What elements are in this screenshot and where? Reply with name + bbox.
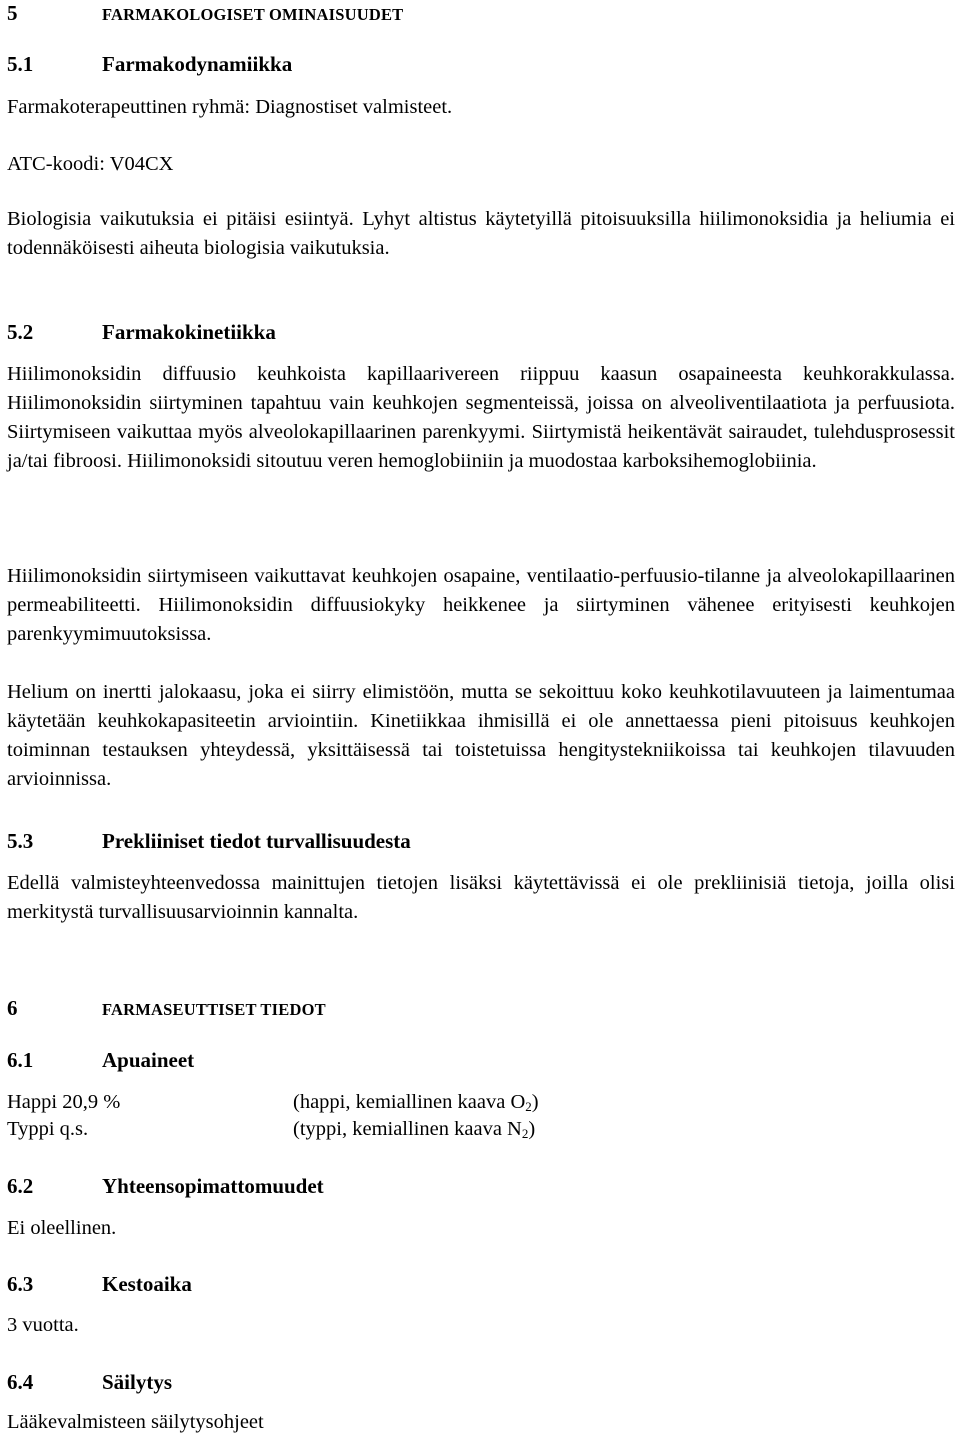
section-5-2-paragraph-3: Helium on inertti jalokaasu, joka ei siirry elimistöön, mutta se sekoittuu koko keuhkotilavuuteen ja laimentumaa käytetään keuhkokapasiteetin arviointiin. Kinetiikkaa ihmisillä ei ole annettaessa pieni pitoisuus keuhkojen toiminnan testauksen yhteydessä, yksittäisessä tai toistetuissa hengitystekniikoissa tai keuhkojen tilavuuden arvioinnissa.	[7, 681, 955, 790]
section-6-2-number: 6.2	[7, 1174, 34, 1198]
section-6-1-title: Apuaineet	[102, 1048, 195, 1072]
closing-paren: )	[531, 1091, 539, 1113]
section-5-1-title: Farmakodynamiikka	[102, 52, 293, 76]
section-5-3-paragraph: Edellä valmisteyhteenvedossa mainittujen tietojen lisäksi käytettävissä ei ole prekliinisiä tietoja, joilla olisi merkitystä turvallisuusarvioinnin kannalta.	[7, 872, 955, 923]
section-6-3-number: 6.3	[7, 1272, 34, 1296]
section-5-2-paragraph-1: Hiilimonoksidin diffuusio keuhkoista kapillaarivereen riippuu kaasun osapaineesta keuhkorakkulassa. Hiilimonoksidin siirtyminen tapahtuu vain keuhkojen segmenteissä, joissa on alveoliventilaatiota ja perfuusiota. Siirtymiseen vaikuttaa myös alveolokapillaarinen parenkyymi. Siirtymistä heikentävät sairaudet, tulehdusprosessit ja/tai fibroosi. Hiilimonoksidi sitoutuu veren hemoglobiiniin ja muodostaa karboksihemoglobiinia.	[7, 363, 955, 472]
closing-paren: )	[528, 1118, 536, 1140]
section-6-4-text: Lääkevalmisteen säilytysohjeet	[7, 1411, 264, 1433]
section-5-3-number: 5.3	[7, 829, 34, 853]
section-5-2-number: 5.2	[7, 320, 34, 344]
section-5-title: FARMAKOLOGISET OMINAISUUDET	[102, 5, 404, 24]
section-6-2-text: Ei oleellinen.	[7, 1217, 117, 1239]
section-6-2-title: Yhteensopimattomuudet	[102, 1174, 324, 1198]
section-5-1-paragraph: Biologisia vaikutuksia ei pitäisi esiintyä. Lyhyt altistus käytetyillä pitoisuuksilla hiilimonoksidia ja heliumia ei todennäköisesti aiheuta biologisia vaikutuksia.	[7, 208, 955, 259]
excipient-description	[293, 1117, 535, 1141]
section-6-1-number: 6.1	[7, 1048, 34, 1072]
section-5-number: 5	[7, 1, 18, 25]
section-6-4-title: Säilytys	[102, 1370, 173, 1394]
excipient-formula: (typpi, kemiallinen kaava N	[293, 1118, 522, 1140]
section-6-3-text: 3 vuotta.	[7, 1314, 79, 1336]
pharmacotherapeutic-group: Farmakoterapeuttinen ryhmä: Diagnostiset valmisteet.	[7, 96, 453, 118]
atc-code: ATC-koodi: V04CX	[7, 153, 174, 175]
section-5-2-paragraph-2: Hiilimonoksidin siirtymiseen vaikuttavat keuhkojen osapaine, ventilaatio-perfuusio-tilanne ja alveolokapillaarinen permeabiliteetti. Hiilimonoksidin diffuusiokyky heikkenee ja siirtyminen vähenee erityisesti keuhkojen parenkyymimuutoksissa.	[7, 565, 955, 645]
subscript: 2	[525, 1099, 532, 1114]
section-5-1-number: 5.1	[7, 52, 34, 76]
excipient-name: Typpi q.s.	[7, 1118, 89, 1140]
section-6-4-number: 6.4	[7, 1370, 34, 1394]
section-6-3-title: Kestoaika	[102, 1272, 192, 1296]
section-6-title: FARMASEUTTISET TIEDOT	[102, 1000, 326, 1019]
excipient-description	[293, 1090, 539, 1114]
subscript: 2	[521, 1126, 529, 1141]
section-5-2-title: Farmakokinetiikka	[102, 320, 276, 344]
excipient-formula: (happi, kemiallinen kaava O	[293, 1091, 526, 1113]
section-5-3-title: Prekliiniset tiedot turvallisuudesta	[102, 829, 411, 853]
section-6-number: 6	[7, 996, 18, 1020]
excipient-name: Happi 20,9 %	[7, 1091, 121, 1113]
